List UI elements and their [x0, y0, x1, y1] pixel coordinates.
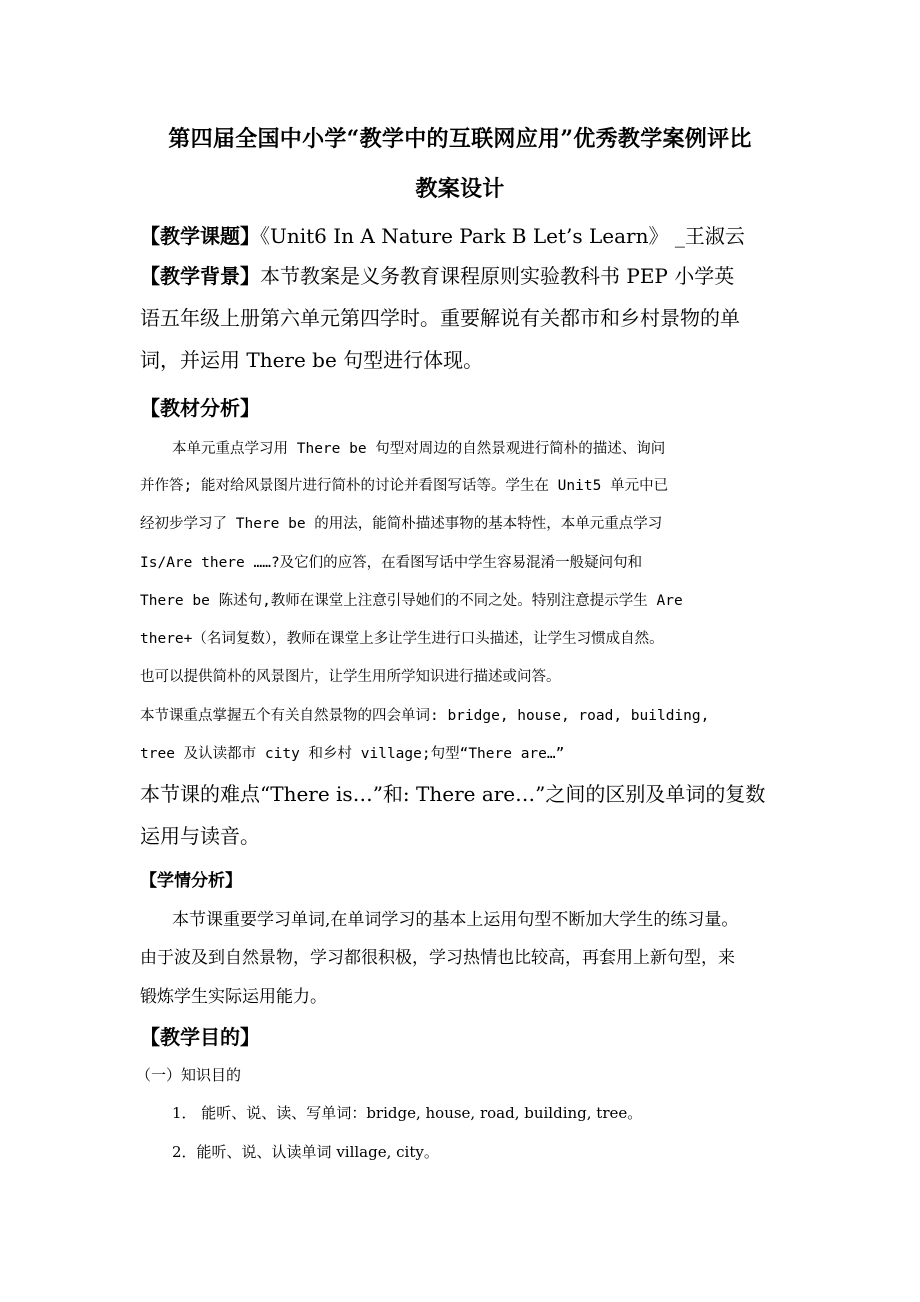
- goals-heading: 【教学目的】: [140, 1025, 260, 1049]
- goals-item-1: 1． 能听、说、读、写单词：bridge, house, road, building, tree。: [172, 1104, 643, 1122]
- goals-subheading: （一）知识目的: [136, 1066, 242, 1084]
- material-line-9: tree 及认读都市 city 和乡村 village;句型“There are…”: [140, 746, 565, 762]
- material-line-6: there+（名词复数），教师在课堂上多让学生进行口头描述，让学生习惯成自然。: [140, 631, 664, 647]
- topic-text: 《Unit6 In A Nature Park B Let’s Learn》 _王淑云: [260, 224, 745, 248]
- background-heading: 【教学背景】: [140, 264, 260, 288]
- material-line-2: 并作答; 能对给风景图片进行简朴的讨论并看图写话等。学生在 Unit5 单元中已: [140, 478, 669, 494]
- background-line-3: 词，并运用 There be 句型进行体现。: [140, 348, 484, 372]
- topic-line: [140, 220, 745, 249]
- background-text-1: 本节教案是义务教育课程原则实验教科书 PEP 小学英: [260, 264, 735, 288]
- background-line-1: [140, 260, 734, 289]
- goals-item-2: 2．能听、说、认读单词 village, city。: [172, 1143, 439, 1161]
- material-line-7: 也可以提供简朴的风景图片，让学生用所学知识进行描述或问答。: [140, 669, 561, 685]
- students-line-3: 锻炼学生实际运用能力。: [140, 987, 327, 1007]
- material-line-4: Is/Are there ……?及它们的应答，在看图写话中学生容易混淆一般疑问句和: [140, 555, 643, 571]
- material-line-8: 本节课重点掌握五个有关自然景物的四会单词: bridge, house, road, building,: [140, 708, 710, 724]
- topic-heading: 【教学课题】: [140, 224, 260, 248]
- material-line-3: 经初步学习了 There be 的用法，能简朴描述事物的基本特性，本单元重点学习: [140, 516, 663, 532]
- material-line-5: There be 陈述句,教师在课堂上注意引导她们的不同之处。特别注意提示学生 Are: [140, 593, 683, 609]
- doc-subtitle: 教案设计: [415, 176, 505, 202]
- background-line-2: 语五年级上册第六单元第四学时。重要解说有关都市和乡村景物的单: [140, 306, 740, 330]
- students-heading: 【学情分析】: [140, 871, 242, 891]
- difficulty-line-2: 运用与读音。: [140, 824, 260, 848]
- students-line-1: 本节课重要学习单词,在单词学习的基本上运用句型不断加大学生的练习量。: [172, 910, 739, 930]
- difficulty-line-1: 本节课的难点“There is…”和: There are…”之间的区别及单词的复数: [140, 782, 766, 806]
- students-line-2: 由于波及到自然景物，学习都很积极，学习热情也比较高，再套用上新句型，来: [140, 948, 735, 968]
- material-line-1: 本单元重点学习用 There be 句型对周边的自然景观进行简朴的描述、询问: [172, 441, 666, 457]
- material-heading: 【教材分析】: [140, 396, 260, 420]
- doc-title: 第四届全国中小学“教学中的互联网应用”优秀教学案例评比: [168, 126, 752, 152]
